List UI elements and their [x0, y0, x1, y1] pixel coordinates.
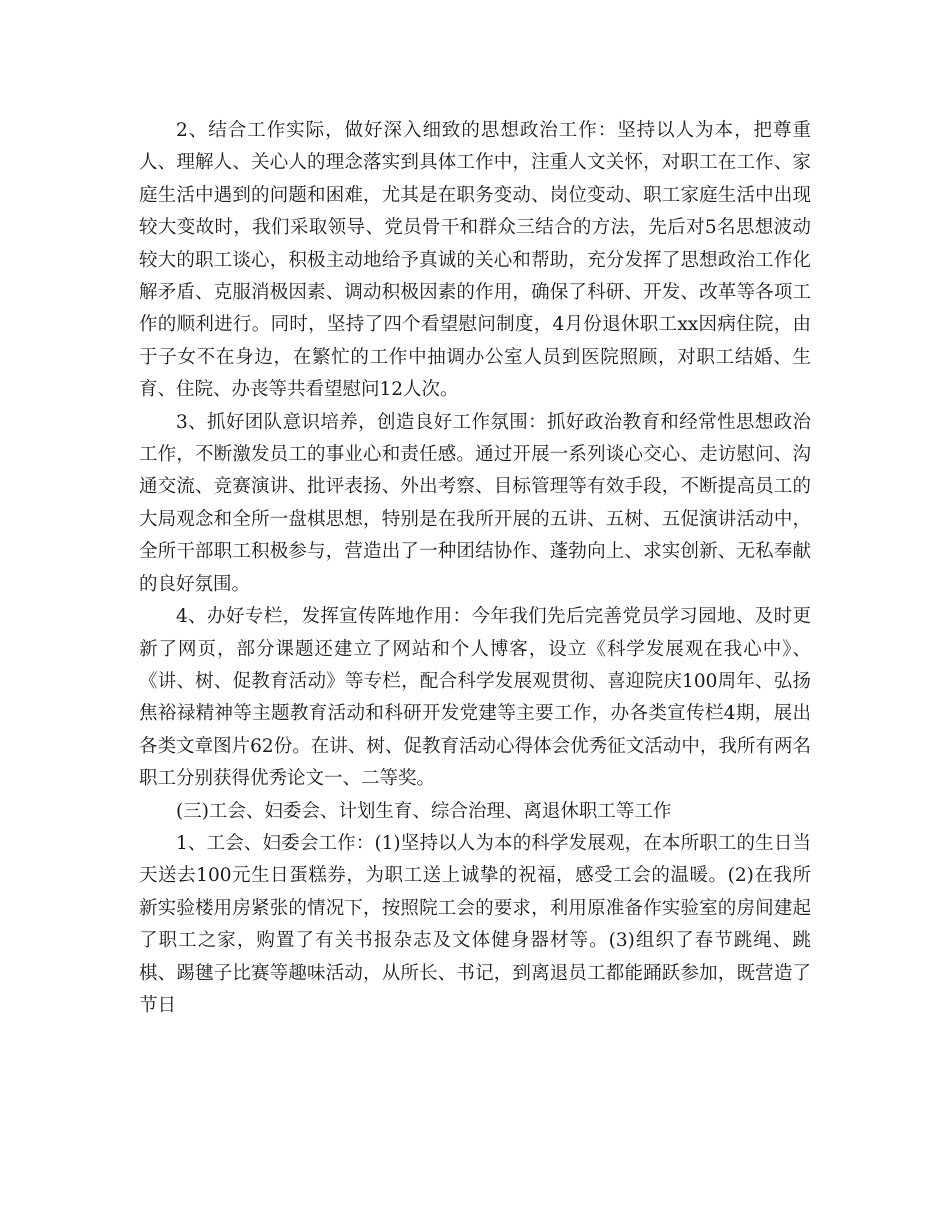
- paragraph-team-awareness: 3、抓好团队意识培养，创造良好工作氛围：抓好政治教育和经常性思想政治工作，不断激发员工的事业心和责任感。通过开展一系列谈心交心、走访慰问、沟通交流、竞赛演讲、批评表扬、外出考察、目标管理等有效手段，不断提高员工的大局观念和全所一盘棋思想，特别是在我所开展的五讲、五树、五促演讲活动中，全所干部职工积极参与，营造出了一种团结协作、蓬勃向上、求实创新、无私奉献的良好氛围。: [139, 411, 811, 595]
- paragraph-publicity-column: 4、办好专栏，发挥宣传阵地作用：今年我们先后完善党员学习园地、及时更新了网页，部分课题还建立了网站和个人博客，设立《科学发展观在我心中》、《讲、树、促教育活动》等专栏，配合科学发展观贯彻、喜迎院庆100周年、弘扬焦裕禄精神等主题教育活动和科研开发党建等主要工作，办各类宣传栏4期，展出各类文章图片62份。在讲、树、促教育活动心得体会优秀征文活动中，我所有两名职工分别获得优秀论文一、二等奖。: [139, 606, 811, 790]
- paragraph-ideological-work: 2、结合工作实际，做好深入细致的思想政治工作：坚持以人为本，把尊重人、理解人、关心人的理念落实到具体工作中，注重人文关怀，对职工在工作、家庭生活中遇到的问题和困难，尤其是在职务变动、岗位变动、职工家庭生活中出现较大变故时，我们采取领导、党员骨干和群众三结合的方法，先后对5名思想波动较大的职工谈心，积极主动地给予真诚的关心和帮助，充分发挥了思想政治工作化解矛盾、克服消极因素、调动积极因素的作用，确保了科研、开发、改革等各项工作的顺利进行。同时，坚持了四个看望慰问制度，4月份退休职工xx因病住院，由于子女不在身边，在繁忙的工作中抽调办公室人员到医院照顾，对职工结婚、生育、住院、办丧等共看望慰问12人次。: [139, 120, 811, 401]
- paragraph-union-womens-committee: 1、工会、妇委会工作：(1)坚持以人为本的科学发展观，在本所职工的生日当天送去100元生日蛋糕券，为职工送上诚挚的祝福，感受工会的温暖。(2)在我所新实验楼用房紧张的情况下，按照院工会的要求，利用原准备作实验室的房间建起了职工之家，购置了有关书报杂志及文体健身器材等。(3)组织了春节跳绳、跳棋、踢毽子比赛等趣味活动，从所长、书记，到离退员工都能踊跃参加，既营造了节日: [139, 832, 811, 1016]
- document-body: [139, 115, 811, 1022]
- section-heading-union-work: (三)工会、妇委会、计划生育、综合治理、离退休职工等工作: [176, 800, 672, 822]
